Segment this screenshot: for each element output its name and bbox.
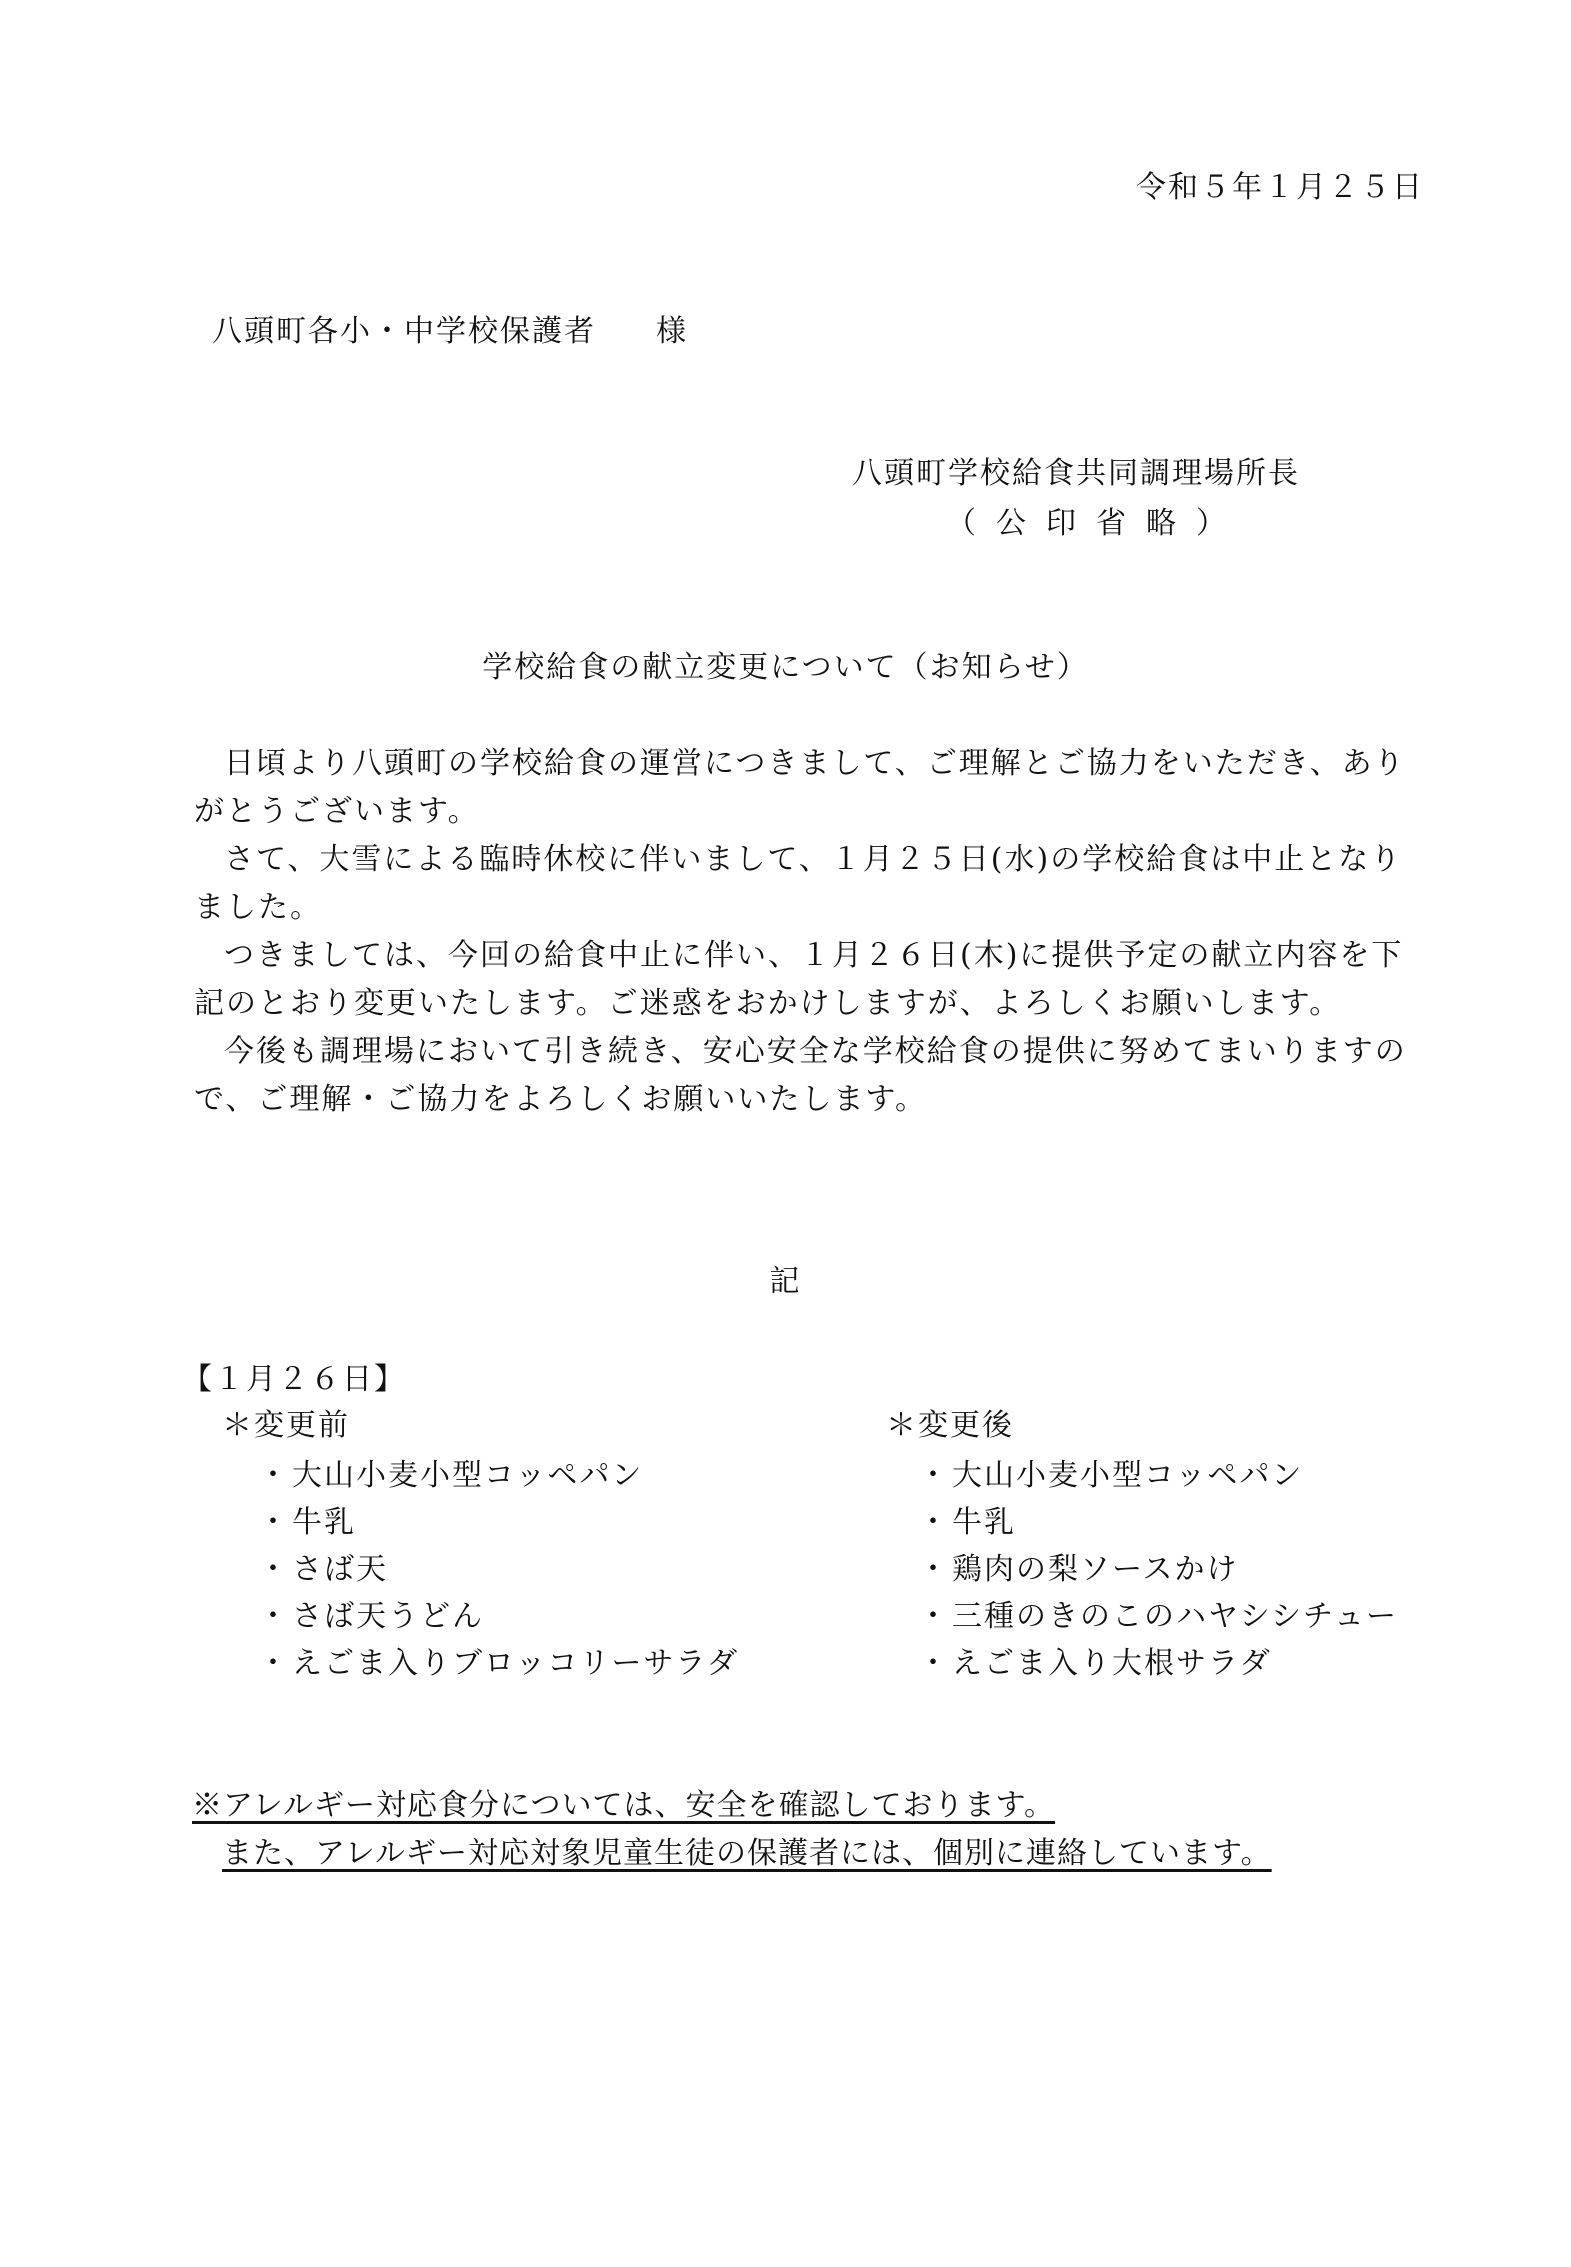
list-item: ・ 牛乳 [918, 1499, 1398, 1546]
addressee: 八頭町各小・中学校保護者 [212, 314, 596, 349]
body-paragraph: つきましては、今回の給食中止に伴い、１月２６日(木)に提供予定の献立内容を下記のとおり変更いたします。ご迷惑をおかけしますが、よろしくお願いします。 [194, 938, 1404, 1021]
list-item: ・ えごま入りブロッコリーサラダ [258, 1640, 739, 1687]
list-item: ・ さば天 [258, 1546, 739, 1593]
menu-date-label: 【１月２６日】 [182, 1362, 406, 1397]
allergy-contact-note: また、アレルギー対応対象児童生徒の保護者には、個別に連絡しています。 [222, 1836, 1272, 1871]
seal-omitted: （公印省略） [946, 506, 1246, 541]
body-text [194, 740, 1424, 1124]
list-item: ・ 大山小麦小型コッペパン [258, 1452, 739, 1499]
addressee-line [212, 312, 688, 352]
list-item: ・ 牛乳 [258, 1499, 739, 1546]
after-heading: ＊変更後 [886, 1408, 1014, 1443]
body-paragraph: 今後も調理場において引き続き、安心安全な学校給食の提供に努めてまいりますので、ご理解・ご協力をよろしくお願いいたします。 [194, 1034, 1407, 1117]
before-heading: ＊変更前 [222, 1408, 350, 1443]
record-heading: 記 [769, 1264, 802, 1299]
list-item: ・ さば天うどん [258, 1593, 739, 1640]
body-paragraph: 日頃より八頭町の学校給食の運営につきまして、ご理解とご協力をいただき、ありがとうございます。 [194, 746, 1406, 829]
list-item: ・ 三種のきのこのハヤシシチュー [918, 1593, 1398, 1640]
list-item: ・ えごま入り大根サラダ [918, 1640, 1398, 1687]
document-title: 学校給食の献立変更について（お知らせ） [482, 650, 1089, 685]
issue-date: 令和５年１月２５日 [1136, 170, 1424, 205]
before-menu-list [258, 1452, 739, 1687]
list-item: ・ 大山小麦小型コッペパン [918, 1452, 1398, 1499]
after-menu-list [918, 1452, 1398, 1687]
allergy-note: ※アレルギー対応食分については、安全を確認しております。 [192, 1788, 1056, 1823]
body-paragraph: さて、大雪による臨時休校に伴いまして、１月２５日(水)の学校給食は中止となりました。 [194, 842, 1403, 925]
sender: 八頭町学校給食共同調理場所長 [852, 456, 1300, 491]
honorific: 様 [656, 314, 688, 349]
list-item: ・ 鶏肉の梨ソースかけ [918, 1546, 1398, 1593]
